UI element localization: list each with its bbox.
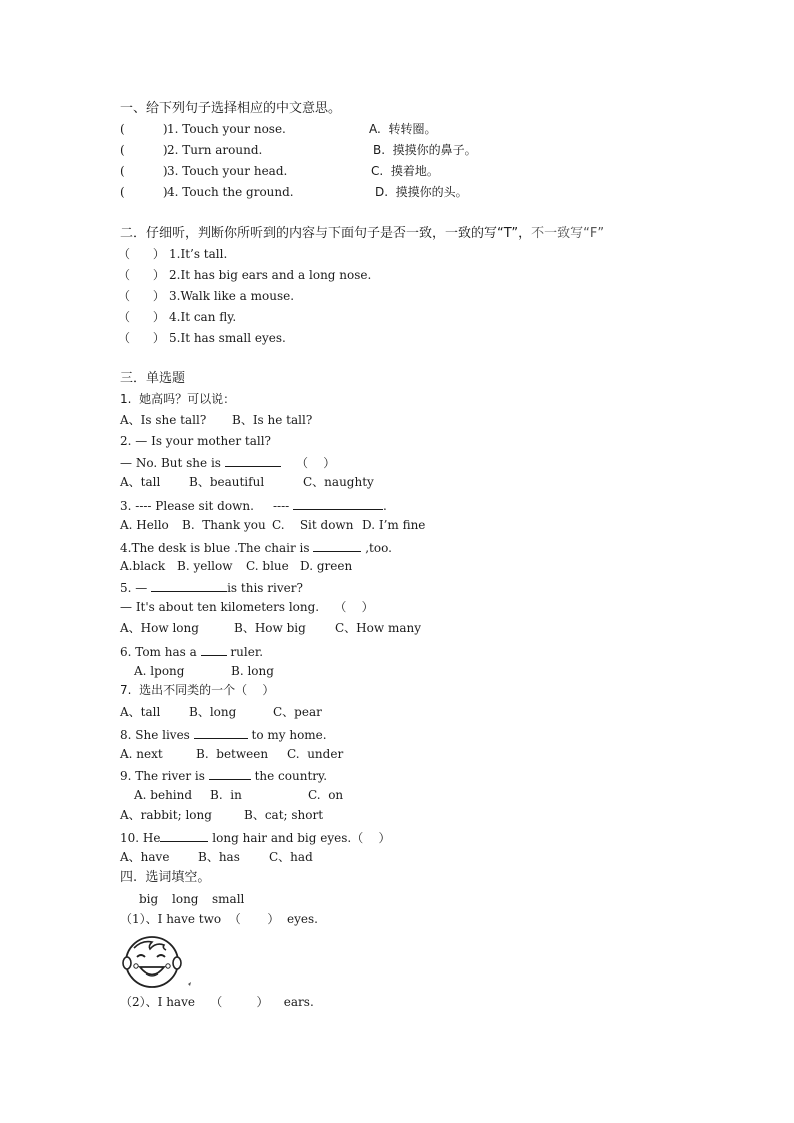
word-bank-big: big	[139, 892, 159, 906]
q7-option-a: A、tall	[120, 705, 161, 719]
q9-stem-pre: 9. The river is	[120, 769, 205, 783]
q3-option-d: D. I’m fine	[362, 518, 426, 532]
q9-option-a: A. behind	[134, 788, 193, 802]
q4-option-b: B. yellow	[177, 559, 233, 573]
q9-option-b: B. in	[210, 788, 242, 802]
q4-option-c: C. blue	[246, 559, 289, 573]
q1-stem: 1. 她高吗？可以说：	[120, 392, 236, 406]
q9-stem-post: the country.	[254, 769, 328, 783]
q6-stem-pre: 6. Tom has a	[120, 645, 197, 659]
sec1-item-1-paren: ( )	[120, 122, 168, 136]
q2-option-a: A、tall	[120, 475, 161, 489]
q3-option-a: A. Hello	[120, 518, 169, 532]
sec4-item-1: （1）、I have two （ ） eyes.	[120, 912, 319, 926]
sec1-item-3-paren: ( )	[120, 164, 168, 178]
word-bank-long: long	[172, 892, 199, 906]
section-2-heading-tail: 不一致写“F”	[531, 226, 605, 241]
q3-answer-blank[interactable]	[293, 497, 383, 510]
sec2-item-3-paren: （ ）	[118, 289, 165, 303]
sec1-item-2-sentence: 2. Turn around.	[167, 143, 263, 157]
q4-stem-pre: 4.The desk is blue .The chair is	[120, 541, 310, 555]
q8-option-b: B. between	[196, 747, 269, 761]
q10-stem	[120, 829, 390, 846]
sec2-item-5-paren: （ ）	[118, 331, 165, 345]
sec1-item-2-paren: ( )	[120, 143, 168, 157]
q2-option-c: C、naughty	[303, 475, 374, 489]
q2-line2-post: （ ）	[296, 456, 336, 470]
q3-stem	[120, 497, 387, 514]
sec2-item-4-paren: （ ）	[118, 310, 165, 324]
q10-option-c: C、had	[269, 850, 313, 864]
q4-stem	[120, 539, 392, 556]
sec1-item-1-option: A. 转转圈。	[369, 122, 437, 136]
sec1-item-4-paren: ( )	[120, 185, 168, 199]
section-2-heading-main: 二．仔细听，判断你所听到的内容与下面句子是否一致，一致的写“T”，	[120, 226, 532, 241]
q3-option-b: B. Thank you	[182, 518, 266, 532]
q10-option-a: A、have	[120, 850, 170, 864]
sec1-item-1-sentence: 1. Touch your nose.	[167, 122, 286, 136]
extra-option-b: B、cat; short	[244, 808, 324, 822]
q5-option-c: C、How many	[335, 621, 421, 635]
q7-stem: 7. 选出不同类的一个（ ）	[120, 683, 275, 697]
q5-stem-pre: 5. —	[120, 581, 148, 595]
q9-answer-blank[interactable]	[209, 767, 251, 780]
q6-answer-blank[interactable]	[201, 643, 227, 656]
q2-line2-pre: — No. But she is	[120, 456, 221, 470]
sec2-item-3-text: 3.Walk like a mouse.	[169, 289, 295, 303]
q7-option-c: C、pear	[273, 705, 322, 719]
q6-option-a: A. lpong	[134, 664, 185, 678]
q6-stem	[120, 643, 263, 660]
sec1-item-4-sentence: 4. Touch the ground.	[167, 185, 294, 199]
q5-answer-blank[interactable]	[151, 579, 227, 592]
q4-option-d: D. green	[300, 559, 353, 573]
q1-option-a: A、Is she tall?	[120, 413, 207, 427]
section-4-heading: 四. 选词填空。	[120, 870, 211, 885]
sec2-item-2-text: 2.It has big ears and a long nose.	[169, 268, 372, 282]
q8-stem-pre: 8. She lives	[120, 728, 190, 742]
q8-stem	[120, 726, 327, 743]
sec2-item-2-paren: （ ）	[118, 268, 165, 282]
q3-stem-pre: 3. ---- Please sit down. ----	[120, 499, 290, 513]
q2-line2	[120, 454, 335, 471]
q2-answer-blank[interactable]	[225, 454, 281, 467]
q8-option-c: C. under	[287, 747, 344, 761]
q4-answer-blank[interactable]	[313, 539, 361, 552]
q2-option-b: B、beautiful	[189, 475, 265, 489]
sec1-item-3-sentence: 3. Touch your head.	[167, 164, 288, 178]
q10-answer-blank[interactable]	[160, 829, 208, 842]
sec1-item-2-option: B. 摸摸你的鼻子。	[373, 143, 477, 157]
q6-stem-post: ruler.	[230, 645, 264, 659]
q8-option-a: A. next	[120, 747, 163, 761]
q5-stem-post: is this river?	[227, 581, 303, 595]
q4-option-a: A.black	[120, 559, 166, 573]
sec4-item-2: （2）、I have （ ） ears.	[120, 995, 314, 1009]
q3-option-c: C. Sit down	[272, 518, 354, 532]
q5-option-a: A、How long	[120, 621, 199, 635]
q9-option-c: C. on	[308, 788, 344, 802]
sec2-item-5-text: 5.It has small eyes.	[169, 331, 286, 345]
q8-stem-post: to my home.	[251, 728, 327, 742]
q1-option-b: B、Is he tall?	[232, 413, 313, 427]
q5-line2: — It's about ten kilometers long. （ ）	[120, 600, 374, 614]
sec2-item-1-text: 1.It’s tall.	[169, 247, 228, 261]
q10-stem-post: long hair and big eyes.（ ）	[212, 831, 391, 845]
q3-stem-post: .	[383, 499, 387, 513]
sec2-item-1-paren: （ ）	[118, 247, 165, 261]
sec1-item-3-option: C. 摸着地。	[371, 164, 439, 178]
section-1-heading: 一、给下列句子选择相应的中文意思。	[120, 101, 342, 116]
q5-option-b: B、How big	[234, 621, 306, 635]
q4-stem-post: ,too.	[365, 541, 392, 555]
section-3-heading: 三．单选题	[120, 371, 186, 386]
q9-stem	[120, 767, 327, 784]
q10-stem-pre: 10. He	[120, 831, 161, 845]
q2-stem: 2. — Is your mother tall?	[120, 434, 271, 448]
sec1-item-4-option: D. 摸摸你的头。	[375, 185, 468, 199]
extra-option-a: A、rabbit; long	[120, 808, 212, 822]
cartoon-boy-face-icon	[120, 932, 196, 992]
q7-option-b: B、long	[189, 705, 237, 719]
q8-answer-blank[interactable]	[194, 726, 248, 739]
section-2-heading	[120, 226, 604, 241]
q5-stem	[120, 579, 303, 596]
q6-option-b: B. long	[231, 664, 274, 678]
word-bank-small: small	[212, 892, 245, 906]
sec2-item-4-text: 4.It can fly.	[169, 310, 237, 324]
q10-option-b: B、has	[198, 850, 240, 864]
